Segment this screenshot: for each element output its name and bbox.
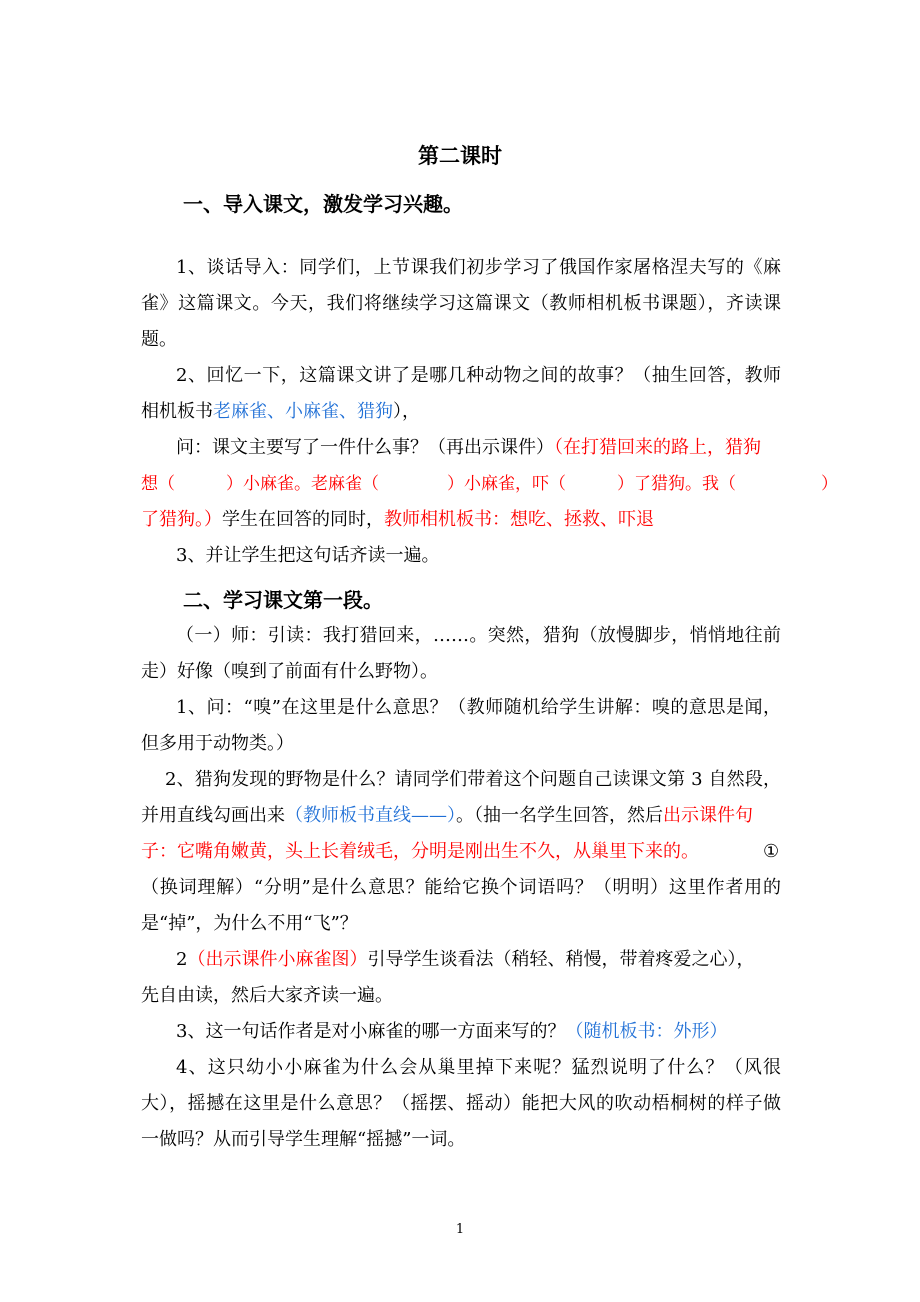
s2-p3-line3	[141, 840, 699, 864]
s2-p4-line1-a: 2	[176, 949, 188, 970]
s2-p3-line2-a: 并用直线勾画出来	[141, 805, 285, 826]
s1-p2-line2	[141, 400, 420, 424]
s1-p3-line1	[176, 436, 761, 460]
s1-p3-line3-red1: 了猎狗。）	[141, 509, 222, 530]
section-2-heading: 二、学习课文第一段。	[183, 588, 383, 612]
circled-number-one: ①	[763, 841, 780, 862]
s1-p2-line2-a: 相机板书	[141, 401, 213, 422]
s2-p6-line1: 4、这只幼小小麻雀为什么会从巢里掉下来呢？猛烈说明了什么？（风很	[176, 1057, 781, 1078]
s2-p4-line1	[176, 948, 754, 972]
s2-p3-line2-b: 。（抽一名学生回答，然后	[456, 805, 663, 826]
s2-p6-line2: 大），摇撼在这里是什么意思？（摇摆、摇动）能把大风的吹动梧桐树的样子做	[141, 1093, 781, 1114]
s2-p2-line1: 1、问：“嗅”在这里是什么意思？（教师随机给学生讲解：嗅的意思是闻，	[176, 697, 781, 718]
section-1-heading: 一、导入课文，激发学习兴趣。	[183, 192, 463, 216]
s2-p6-line3: 一做吗？从而引导学生理解“摇撼”一词。	[141, 1129, 466, 1150]
s1-p3-line3	[141, 508, 654, 532]
s2-p5-line1-a: 3、这一句话作者是对小麻雀的哪一方面来写的？	[176, 1021, 566, 1042]
s2-p4-line1-red: （出示课件小麻雀图）	[187, 949, 368, 970]
s2-p3-line4: （换词理解）“分明”是什么意思？能给它换个词语吗？（明明）这里作者用的	[141, 877, 781, 898]
s2-p4-line1-b: 引导学生谈看法（稍轻、稍慢，带着疼爱之心），	[367, 949, 755, 970]
lesson-title: 第二课时	[418, 143, 502, 168]
s2-p5-line1	[176, 1020, 727, 1044]
s2-p3-line2	[141, 804, 753, 828]
s1-p3-line3-mid: 学生在回答的同时，	[222, 509, 384, 530]
s2-p1-line1: （一）师：引读：我打猎回来，……。突然，猎狗（放慢脚步，悄悄地往前	[176, 625, 781, 646]
s2-p2-line2: 但多用于动物类。）	[141, 733, 294, 754]
s1-p4: 3、并让学生把这句话齐读一遍。	[176, 545, 440, 566]
s2-p1-line2: 走）好像（嗅到了前面有什么野物）。	[141, 661, 438, 682]
s2-p3-line2-red: 出示课件句	[663, 805, 753, 826]
s1-p1-line1: 1、谈话导入：同学们，上节课我们初步学习了俄国作家屠格涅夫写的《麻	[176, 257, 781, 278]
s1-p3-line3-red2: 教师相机板书：想吃、拯救、吓退	[384, 509, 654, 530]
s2-p3-line3-red: 子：它嘴角嫩黄，头上长着绒毛，分明是刚出生不久，从巢里下来的。	[141, 841, 699, 862]
s1-p1-line3: 题。	[141, 329, 177, 350]
s1-p2-line2-b: ），	[393, 401, 420, 422]
s1-p2-line1: 2、回忆一下，这篇课文讲了是哪几种动物之间的故事？（抽生回答，教师	[176, 365, 781, 386]
page-number: 1	[455, 1222, 465, 1237]
s1-p3-line1-a: 问：课文主要写了一件什么事？（再出示课件）	[176, 437, 554, 458]
s2-p4-line2: 先自由读，然后大家齐读一遍。	[141, 985, 393, 1006]
s1-p3-line1-red: （在打猎回来的路上，猎狗	[554, 437, 761, 458]
s2-p3-line2-blue: （教师板书直线——）	[285, 805, 456, 826]
s2-p5-line1-blue: （随机板书：外形）	[565, 1021, 728, 1042]
s1-p2-line2-blue: 老麻雀、小麻雀、猎狗	[213, 401, 393, 422]
s2-p3-line5: 是“掉”，为什么不用“飞”？	[141, 913, 358, 934]
s2-p3-line1: 2、猎狗发现的野物是什么？请同学们带着这个问题自己读课文第 3 自然段，	[165, 769, 781, 790]
s1-p1-line2: 雀》这篇课文。今天，我们将继续学习这篇课文（教师相机板书课题），齐读课	[141, 293, 781, 314]
s1-p3-line2: 想（ ）小麻雀。老麻雀（ ）小麻雀，吓（ ）了猎狗。我（ ）	[141, 474, 838, 494]
